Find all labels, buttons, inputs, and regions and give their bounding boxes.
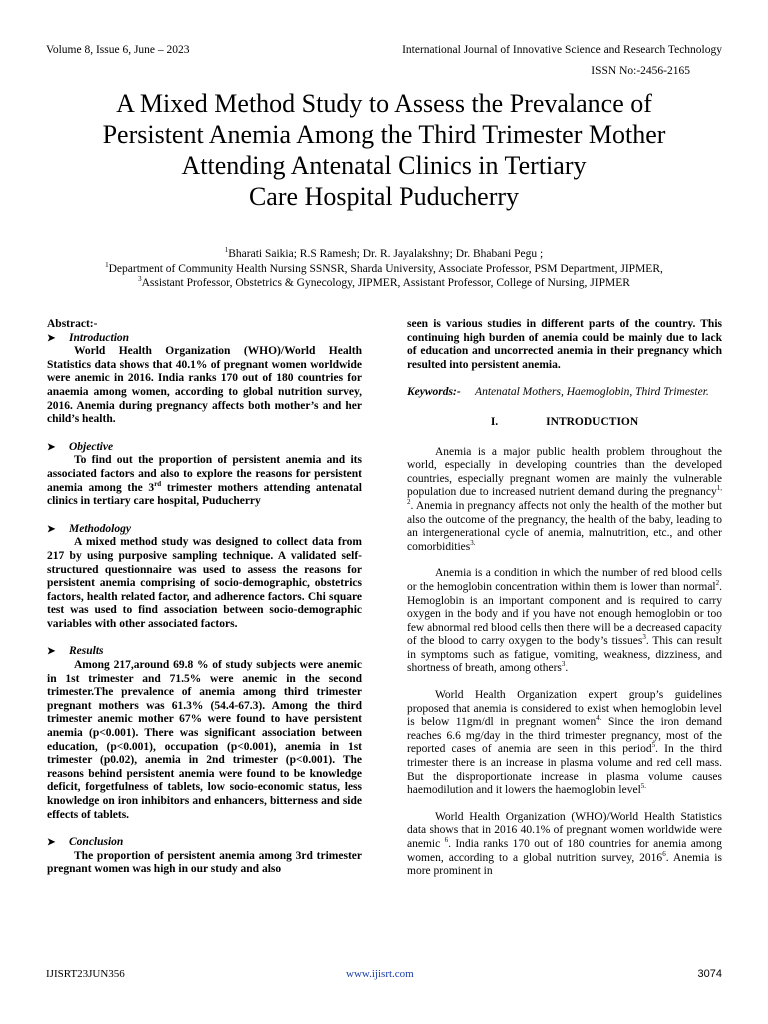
journal-url-link[interactable]: www.ijisrt.com bbox=[346, 968, 414, 980]
text-run: . This can result in symptoms such as fatigue, vomiting, weakness, dizziness, and shortness of breath, among others bbox=[407, 635, 723, 675]
objective-heading: Objective bbox=[69, 440, 114, 453]
abstract-section-heading bbox=[47, 836, 362, 850]
citation: 3. bbox=[470, 538, 476, 547]
text-run: . India ranks 170 out of 180 countries for anemia among women, according to a global nutrition survey, 2016 bbox=[407, 838, 722, 864]
text-run: . In the third trimester there is an increase in plasma volume and red cell mass. But the disproportionate increase in plasma volume causes haemodilution and it lowers the haemoglobin level bbox=[407, 743, 722, 797]
citation: 1, 2 bbox=[407, 484, 722, 507]
section-number: I. bbox=[490, 415, 499, 428]
results-heading: Results bbox=[69, 645, 104, 658]
citation: 6 bbox=[444, 836, 449, 845]
abstract-heading: Abstract:- bbox=[47, 318, 98, 330]
citation: 6 bbox=[662, 849, 666, 858]
introduction-heading: Introduction bbox=[69, 331, 130, 344]
intro-paragraph bbox=[407, 811, 722, 879]
keywords-text: Antenatal Mothers, Haemoglobin, Third Trimester. bbox=[475, 386, 709, 399]
left-column bbox=[47, 318, 362, 877]
methodology-heading: Methodology bbox=[69, 522, 131, 535]
objective-sup: rd bbox=[154, 479, 162, 488]
affiliation-line: $^3$Assistant Professor, Obstetrics & Gynecology, JIPMER, Assistant Professor, College of Nursing, JIPMER bbox=[138, 275, 630, 289]
affiliation-line: $^1$Department of Community Health Nursing SSNSR, Sharda University, Associate Professor, PSM Department, JIPMER, bbox=[105, 260, 663, 275]
citation: 3 bbox=[642, 633, 646, 642]
citation: 3 bbox=[561, 660, 566, 669]
arrow-bullet-icon: ➤ bbox=[47, 646, 56, 658]
objective-text-b: trimester mothers attending antenatal clinics in tertiary care hospital, Puducherry bbox=[47, 481, 362, 508]
text-run: . bbox=[565, 662, 569, 675]
text-run: Anemia is a major public health problem throughout the world, especially in developing countries than the developed countries, especially pregnant women are mainly the vulnerable population due to increased nutrient demand during the pregnancy bbox=[407, 445, 722, 499]
citation: 5 bbox=[651, 741, 656, 750]
conclusion-text: The proportion of persistent anemia among 3rd trimester pregnant women was high in our study and also bbox=[47, 849, 362, 876]
intro-paragraph bbox=[407, 567, 722, 676]
abstract-section-heading bbox=[47, 441, 362, 455]
text-run: World Health Organization expert group’s guidelines proposed that anemia is considered to exist when hemoglobin level is below 11gm/dl in pregnant women bbox=[407, 689, 722, 729]
journal-name: International Journal of Innovative Science and Research Technology bbox=[402, 44, 722, 56]
author-names: $^1$Bharati Saikia; R.S Ramesh; Dr. R. Jayalakshny; Dr. Bhabani Pegu ; bbox=[224, 246, 544, 260]
text-run: World Health Organization (WHO)/World Health Statistics data shows that in 2016 40.1% of pregnant women worldwide were anemic bbox=[407, 810, 722, 850]
text-run: Since the iron demand reaches 6.6 mg/day in the third trimester pregnancy, most of the reported cases of anemia are seen in this period bbox=[407, 716, 722, 756]
right-column bbox=[407, 318, 722, 892]
affiliation-text: Department of Community Health Nursing SSNSR, Sharda University, Associate Professor, PSM Department, JIPMER, bbox=[108, 262, 663, 275]
abstract-section-heading bbox=[47, 332, 362, 346]
section-heading bbox=[407, 416, 722, 430]
text-run: . Hemoglobin is an important component and is required to carry oxygen in the body and if you have not enough hemoglobin or too few abnormal red blood cells then there will be a decreased capacity of the blood to carry oxygen to the body’s tissues bbox=[407, 580, 722, 648]
issn: ISSN No:-2456-2165 bbox=[591, 65, 690, 77]
paper-id: IJISRT23JUN356 bbox=[46, 968, 125, 980]
page-number: 3074 bbox=[697, 968, 722, 980]
methodology-text: A mixed method study was designed to collect data from 217 by using purposive sampling technique. A validated self-structured questionnaire was used to assess the reasons for persistent anemia comprising of socio-demographic, obstetrics factors, health related factor, and adherence factors. Chi square test was used to find association between socio-demographic variables with other associated factors. bbox=[47, 536, 362, 630]
arrow-bullet-icon: ➤ bbox=[47, 441, 56, 453]
paper-title bbox=[20, 88, 748, 212]
author-names-text: Bharati Saikia; R.S Ramesh; Dr. R. Jayalakshny; Dr. Bhabani Pegu ; bbox=[228, 248, 544, 260]
citation: 5. bbox=[640, 782, 647, 791]
intro-paragraph bbox=[407, 446, 722, 555]
author-block bbox=[20, 247, 748, 291]
abstract-section-heading bbox=[47, 645, 362, 659]
abstract-section-heading bbox=[47, 523, 362, 537]
objective-text-a: To find out the proportion of persistent anemia and its associated factors and also to explore the reasons for persistent anemia among the 3 bbox=[47, 454, 362, 494]
section-title: INTRODUCTION bbox=[546, 415, 639, 428]
citation: 2 bbox=[715, 579, 720, 588]
title-line: Care Hospital Puducherry bbox=[248, 182, 520, 211]
arrow-bullet-icon: ➤ bbox=[47, 523, 56, 535]
title-line: Persistent Anemia Among the Third Trimester Mother bbox=[102, 120, 666, 149]
objective-text bbox=[47, 454, 362, 508]
keywords-label: Keywords:- bbox=[407, 386, 461, 399]
conclusion-text-continued: seen is various studies in different parts of the country. This continuing high burden of anemia could be mainly due to lack of education and uncorrected anemia in their pregnancy which resulted into persistent anemia. bbox=[407, 318, 722, 371]
text-run: . Anemia in pregnancy affects not only the health of the mother but also the outcome of the pregnancy, the health of the baby, leading to an intergenerational cycle of anemia, malnutrition, etc., and other comorbidities bbox=[407, 499, 722, 553]
affiliation-text: Assistant Professor, Obstetrics & Gynecology, JIPMER, Assistant Professor, College of Nursing, JIPMER bbox=[141, 277, 630, 289]
text-run: . Anemia is more prominent in bbox=[407, 851, 722, 878]
intro-paragraph bbox=[407, 689, 722, 798]
volume-info: Volume 8, Issue 6, June – 2023 bbox=[46, 44, 190, 56]
title-line: A Mixed Method Study to Assess the Prevalance of bbox=[116, 89, 652, 118]
keywords bbox=[407, 386, 722, 400]
results-text: Among 217,around 69.8 % of study subjects were anemic in 1st trimester and 71.5% were anemic in the second trimester.The prevalence of anemia among third trimester pregnant mothers was 61.3% (54.4-67.3). Among the third trimester anemic mother 67% were found to have persistent anemia (p<0.001). There was significant association between education, (p<0.001), occupation (p<0.001), anemia in 1st trimester (p0.02), anemia in 2nd trimester (p<0.001). The reasons behind persistent anemia were found to be knowledge deficit, forgetfulness of tablets, low socio-economic status, less knowledge on iron inhibitors and enhancers, bitterness and side effects of tablets. bbox=[47, 659, 362, 821]
conclusion-heading: Conclusion bbox=[69, 836, 124, 849]
text-run: Anemia is a condition in which the number of red blood cells or the hemoglobin concentration within them is lower than normal bbox=[407, 567, 722, 593]
introduction-text: World Health Organization (WHO)/World Health Statistics data shows that 40.1% of pregnant women worldwide were anemic in 2016. India ranks 170 out of 180 countries for anaemia among women, according to global nutrition survey, 2016. Anemia during pregnancy affects both mother’s and her child’s health. bbox=[47, 345, 362, 426]
title-line: Attending Antenatal Clinics in Tertiary bbox=[181, 151, 587, 180]
citation: 4. bbox=[596, 714, 602, 723]
arrow-bullet-icon: ➤ bbox=[47, 837, 56, 849]
arrow-bullet-icon: ➤ bbox=[47, 332, 56, 344]
